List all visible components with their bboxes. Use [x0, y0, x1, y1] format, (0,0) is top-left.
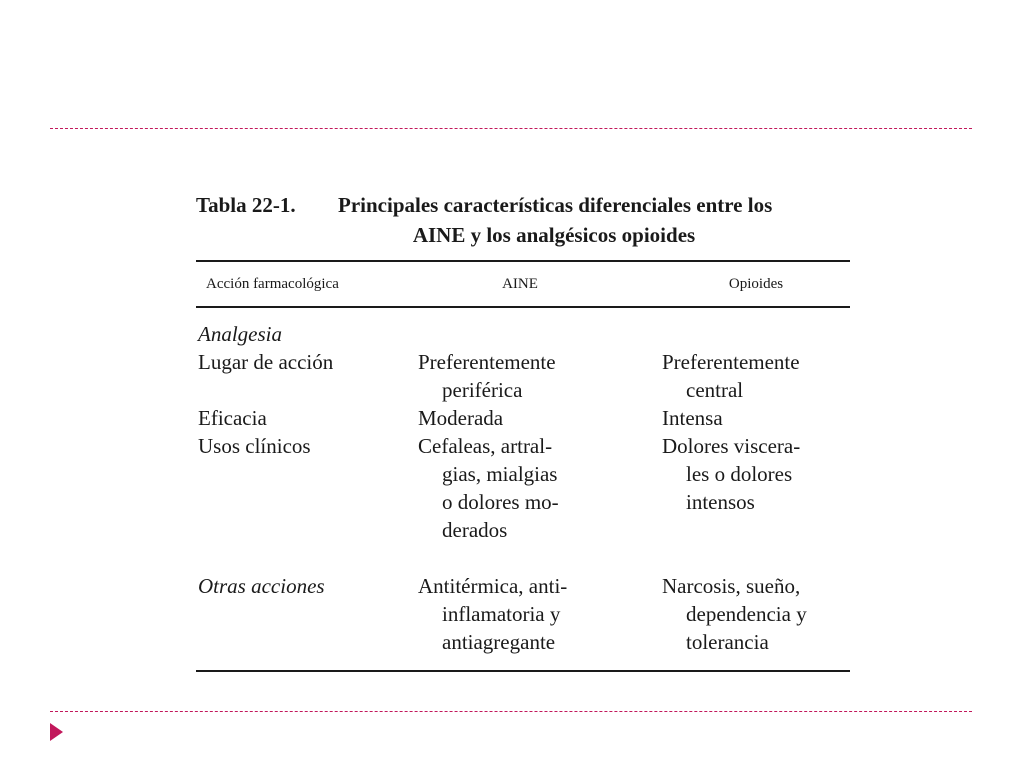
row-label: Lugar de acción — [198, 350, 334, 374]
table-row — [196, 572, 850, 656]
row-label: Usos clínicos — [198, 434, 311, 458]
cell-line: inflamatoria y — [442, 602, 561, 626]
header-accion: Acción farmacológica — [206, 275, 339, 292]
table-number: Tabla 22-1. — [196, 193, 296, 217]
comparison-table — [196, 260, 850, 672]
cell-opioides — [662, 404, 850, 432]
section-spacer — [196, 544, 850, 572]
table-caption — [196, 190, 850, 250]
table-bottom-rule — [196, 670, 850, 672]
cell-aine — [418, 348, 662, 404]
table-figure — [196, 190, 850, 672]
cell-opioides — [662, 432, 850, 544]
cell-aine — [418, 404, 662, 432]
cell-line: les o dolores — [686, 462, 793, 486]
cell-line: derados — [442, 518, 508, 542]
section-label-analgesia: Analgesia — [198, 322, 282, 346]
table-body — [196, 308, 850, 656]
table-row — [196, 432, 850, 544]
cell-line: antiagregante — [442, 630, 556, 654]
cell-line: periférica — [442, 378, 523, 402]
cell-line: Intensa — [662, 406, 723, 430]
cell-aine — [418, 572, 662, 656]
table-row — [196, 348, 850, 404]
cell-aine — [418, 432, 662, 544]
section-label-otras-acciones: Otras acciones — [198, 574, 325, 598]
cell-line: Dolores viscera- — [662, 434, 801, 458]
cell-line: o dolores mo- — [442, 490, 559, 514]
row-label: Eficacia — [198, 406, 267, 430]
cell-line: gias, mialgias — [442, 462, 558, 486]
cell-opioides — [662, 572, 850, 656]
cell-line: Cefaleas, artral- — [418, 434, 553, 458]
triangle-bullet-icon — [50, 723, 63, 741]
section-row-analgesia — [196, 320, 850, 348]
cell-line: Preferentemente — [418, 350, 556, 374]
header-aine: AINE — [502, 275, 538, 292]
table-title-line-2: AINE y los analgésicos opioides — [412, 223, 696, 247]
bottom-divider — [50, 711, 972, 712]
cell-line: intensos — [686, 490, 755, 514]
table-title-line-1: Principales características diferenciales entre los — [338, 193, 773, 217]
cell-line: central — [686, 378, 744, 402]
header-opioides: Opioides — [728, 275, 784, 292]
top-divider — [50, 128, 972, 129]
table-header-row — [196, 262, 850, 306]
cell-line: Antitérmica, anti- — [418, 574, 568, 598]
table-row — [196, 404, 850, 432]
cell-line: Preferentemente — [662, 350, 800, 374]
cell-line: Moderada — [418, 406, 504, 430]
cell-opioides — [662, 348, 850, 404]
cell-line: Narcosis, sueño, — [662, 574, 801, 598]
table-title — [338, 190, 850, 250]
cell-line: tolerancia — [686, 630, 769, 654]
cell-line: dependencia y — [686, 602, 807, 626]
